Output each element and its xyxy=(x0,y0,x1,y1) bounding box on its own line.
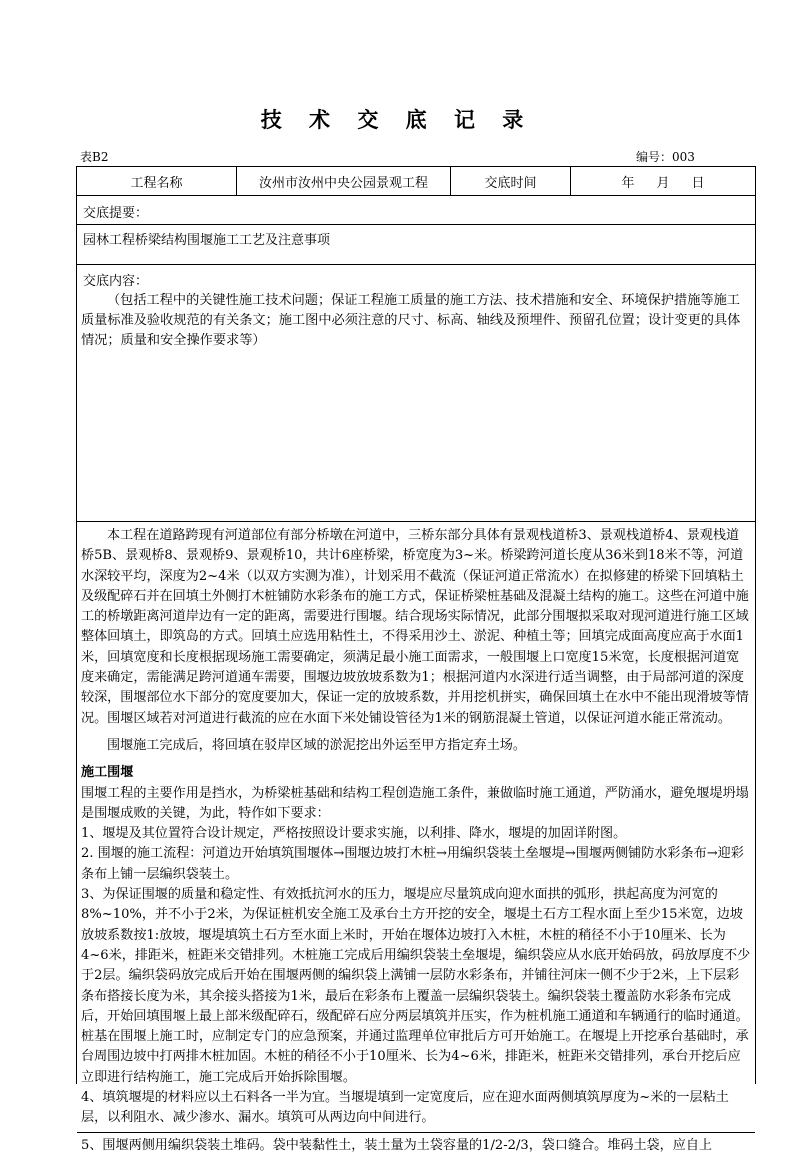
section-title: 施工围堰 xyxy=(81,765,134,781)
handover-time-value xyxy=(571,167,755,195)
serial-number: 编号：003 xyxy=(636,150,695,164)
paragraph-cleanup: 围堰施工完成后，将回填在驳岸区域的淤泥挖出外运至甲方指定弃土场。 xyxy=(107,737,526,753)
record-table xyxy=(76,166,756,1153)
month-label: 月 xyxy=(656,175,670,191)
document-title: 技 术 交 底 记 录 xyxy=(260,107,534,132)
handover-time-label: 交底时间 xyxy=(451,167,571,195)
day-label: 日 xyxy=(691,175,705,191)
summary-label: 交底提要： xyxy=(83,206,149,221)
summary-row xyxy=(77,196,755,225)
topic-row xyxy=(77,225,755,265)
list-item: 5、围堰两侧用编织袋装土堆码。袋中装黏性土，装土量为土袋容量的1/2-2/3，袋口缝合。堆码土袋，应自上 xyxy=(81,1137,713,1153)
summary-value: 园林工程桥梁结构围堰施工工艺及注意事项 xyxy=(83,233,331,248)
header-row xyxy=(77,167,755,196)
list-item: 3、为保证围堰的质量和稳定性、有效抵抗河水的压力，堰堤应尽量筑成向迎水面拱的弧形，拱起高度为河宽的8%~10%，并不小于2米，为保证桩机安全施工及承台土方开挖的安全，堰堤土石方工程水面上至少15米宽，边坡放坡系数按1:放坡，堰堤填筑土石方至水面上米时，开始在堰体边坡打入木桩，木桩的稍径不小于10厘米、长为4~6米，排距米，桩距米交错排列。木桩施工完成后用编织袋装土垒堰堤，编织袋应从水底开始码放，码放厚度不少于2层。编织袋码放完成后开始在围堰两侧的编织袋上满铺一层防水彩条布，并铺往河床一侧不少于2米，上下层彩条布搭接长度为米，其余接头搭接为1米，最后在彩条布上覆盖一层编织袋装土。编织袋装土覆盖防水彩条布完成后，开始回填围堰上最上部米级配碎石，级配碎石应分两层填筑并压实，作为桩机施工通道和车辆通行的临时通道。桩基在围堰上施工时，应制定专门的应急预案，并通过监理单位审批后方可开始施工。在堰堤上开挖承台基础时，承台周围边坡中打两排木桩加固。木桩的稍径不小于10厘米、长为4~6米，排距米，桩距米交错排列，承台开挖后应立即进行结构施工，施工完成后开始拆除围堰。 xyxy=(81,887,751,1085)
list-item: 4、填筑堰堤的材料应以土石料各一半为宜。当堰堤填到一定宽度后，应在迎水面两侧填筑厚度为~米的一层粘土层，以利阻水、减少渗水、漏水。填筑可从两边向中间进行。 xyxy=(81,1090,729,1126)
project-name-label: 工程名称 xyxy=(77,167,237,195)
paragraph-cofferdam-intro: 围堰工程的主要作用是挡水，为桥梁桩基础和结构工程创造施工条件，兼做临时施工通道，严防涌水，避免堰堤坍塌是围堰成败的关键，为此，特作如下要求： xyxy=(81,785,749,821)
list-item: 2. 围堰的施工流程：河道边开始填筑围堰体→围堰边坡打木桩→用编织袋装土垒堰堤→围堰两侧铺防水彩条布→迎彩条布上铺一层编织袋装土。 xyxy=(81,846,744,882)
content-intro-row xyxy=(77,265,755,522)
project-name-value: 汝州市汝州中央公园景观工程 xyxy=(237,167,451,195)
content-label: 交底内容： xyxy=(83,274,149,289)
year-label: 年 xyxy=(621,175,635,191)
content-body xyxy=(77,522,755,1156)
list-item: 1、堰堤及其位置符合设计规定，严格按照设计要求实施，以利排、降水，堰堤的加固详附图。 xyxy=(81,826,627,842)
content-note: （包括工程中的关键性施工技术问题；保证工程施工质量的施工方法、技术措施和安全、环境保护措施等施工质量标准及验收规范的有关条文；施工图中必须注意的尺寸、标高、轴线及预埋件、预留孔位置；设计变更的具体情况；质量和安全操作要求等） xyxy=(81,293,741,348)
form-code: 表B2 xyxy=(80,150,109,164)
paragraph-overview: 本工程在道路跨现有河道部位有部分桥墩在河道中，三桥东部分具体有景观栈道桥3、景观栈道桥4、景观栈道桥5B、景观桥8、景观桥9、景观桥10，共计6座桥梁，桥宽度为3~米。桥梁跨河道长度从36米到18米不等，河道水深较平均，深度为2~4米（以双方实测为准），计划采用不截流（保证河道正常流水）在拟修建的桥梁下回填粘土及级配碎石并在回填土外侧打木桩铺防水彩条布的施工方式，保证桥梁桩基础及混凝土结构的施工。这些在河道中施工的桥墩距离河道岸边有一定的距离，需要进行围堰。结合现场实际情况，此部分围堰拟采取对现河道进行施工区域整体回填土，即筑岛的方式。回填土应选用粘性土，不得采用沙土、淤泥、种植土等；回填完成面高度应高于水面1米，回填宽度和长度根据现场施工需要确定，须满足最小施工面需求，一般围堰上口宽度15米宽，长度根据河道宽度来确定，需能满足跨河道通车需要，围堰边坡放坡系数为1；根据河道内水深进行适当调整，由于局部河道的深度较深，围堰部位水下部分的宽度要加大，保证一定的放坡系数，并用挖机拼实，确保回填土在水中不能出现滑坡等情况。围堰区域若对河道进行截流的应在水面下米处铺设管径为1米的钢筋混凝土管道，以保证河道水能正常流动。 xyxy=(81,528,749,726)
